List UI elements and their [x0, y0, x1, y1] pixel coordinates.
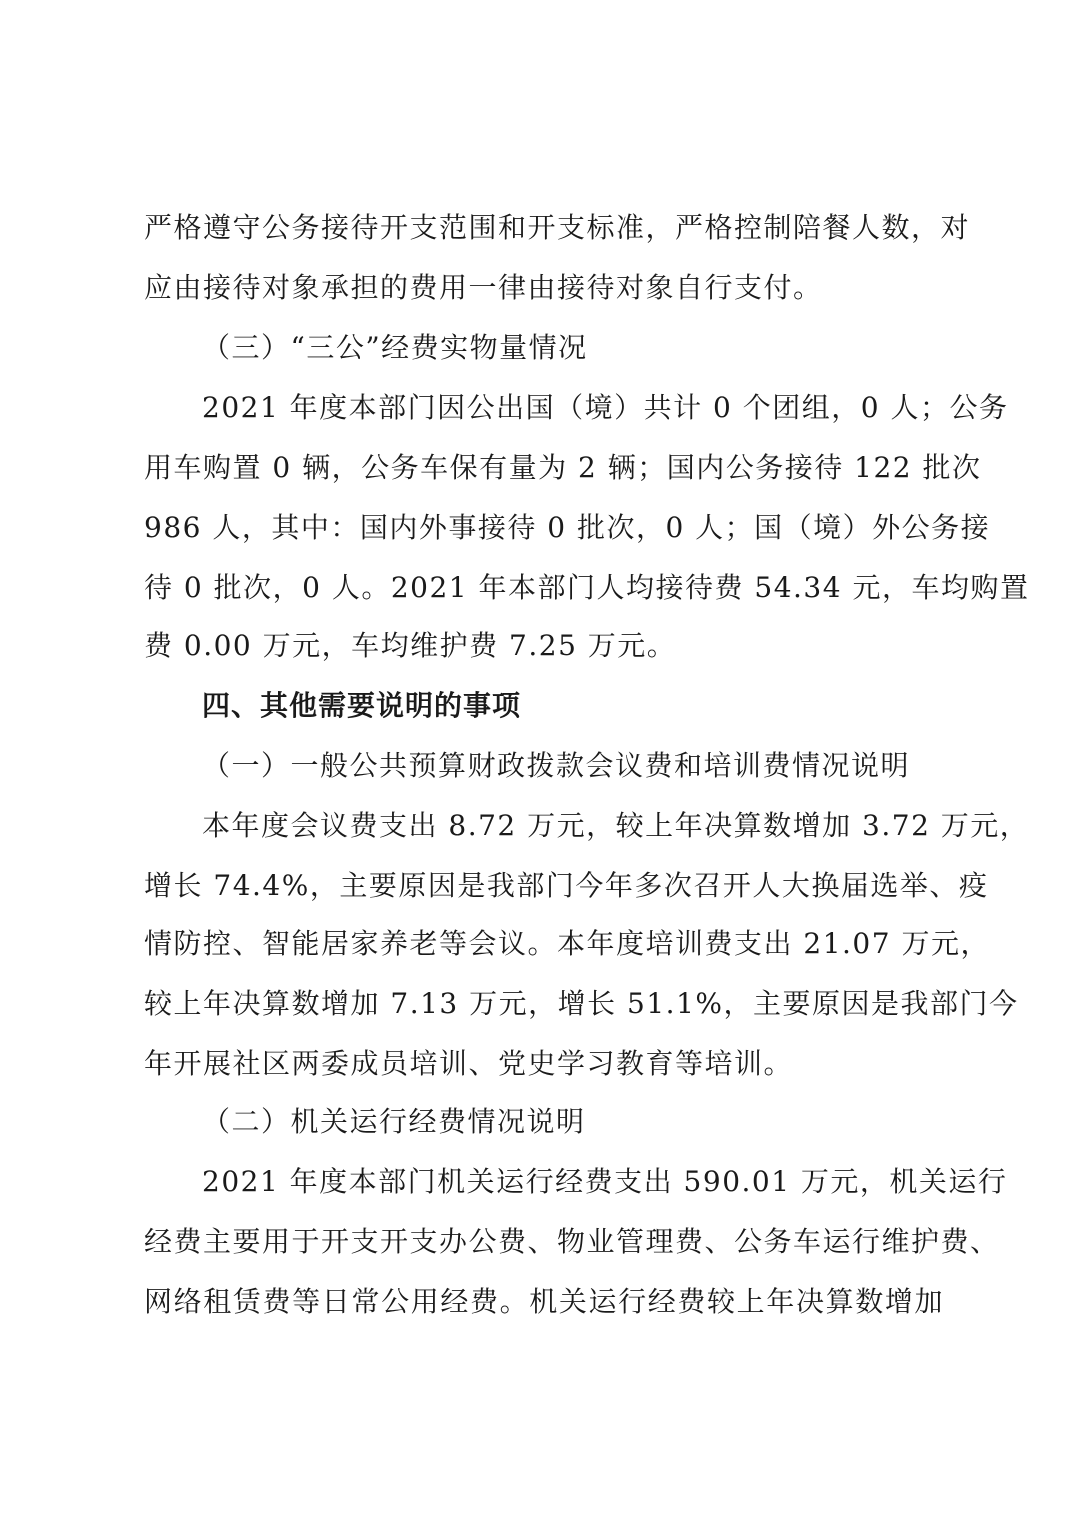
text-line: 应由接待对象承担的费用一律由接待对象自行支付。: [144, 271, 823, 304]
text-line: 严格遵守公务接待开支范围和开支标准，严格控制陪餐人数，对: [144, 211, 971, 244]
text-line: 用车购置 0 辆，公务车保有量为 2 辆；国内公务接待 122 批次: [144, 451, 982, 484]
text-line: 986 人，其中：国内外事接待 0 批次，0 人；国（境）外公务接: [144, 511, 991, 544]
section-subheading: （三）“三公”经费实物量情况: [202, 331, 588, 364]
text-line: 较上年决算数增加 7.13 万元，增长 51.1%，主要原因是我部门今: [144, 987, 1019, 1020]
text-line: 2021 年度本部门机关运行经费支出 590.01 万元，机关运行: [202, 1165, 1008, 1198]
section-heading: 四、其他需要说明的事项: [202, 689, 522, 722]
section-subheading: （一）一般公共预算财政拨款会议费和培训费情况说明: [202, 749, 911, 782]
text-line: 网络租赁费等日常公用经费。机关运行经费较上年决算数增加: [144, 1285, 944, 1318]
text-line: 待 0 批次，0 人。2021 年本部门人均接待费 54.34 元，车均购置: [144, 571, 1030, 604]
text-line: 情防控、智能居家养老等会议。本年度培训费支出 21.07 万元，: [144, 927, 990, 960]
text-line: 费 0.00 万元，车均维护费 7.25 万元。: [144, 629, 677, 662]
section-subheading: （二）机关运行经费情况说明: [202, 1105, 586, 1138]
text-line: 年开展社区两委成员培训、党史学习教育等培训。: [144, 1047, 794, 1080]
text-line: 本年度会议费支出 8.72 万元，较上年决算数增加 3.72 万元，: [202, 809, 1030, 842]
text-line: 2021 年度本部门因公出国（境）共计 0 个团组，0 人；公务: [202, 391, 1009, 424]
text-line: 经费主要用于开支开支办公费、物业管理费、公务车运行维护费、: [144, 1225, 1000, 1258]
text-line: 增长 74.4%，主要原因是我部门今年多次召开人大换届选举、疫: [144, 869, 989, 902]
